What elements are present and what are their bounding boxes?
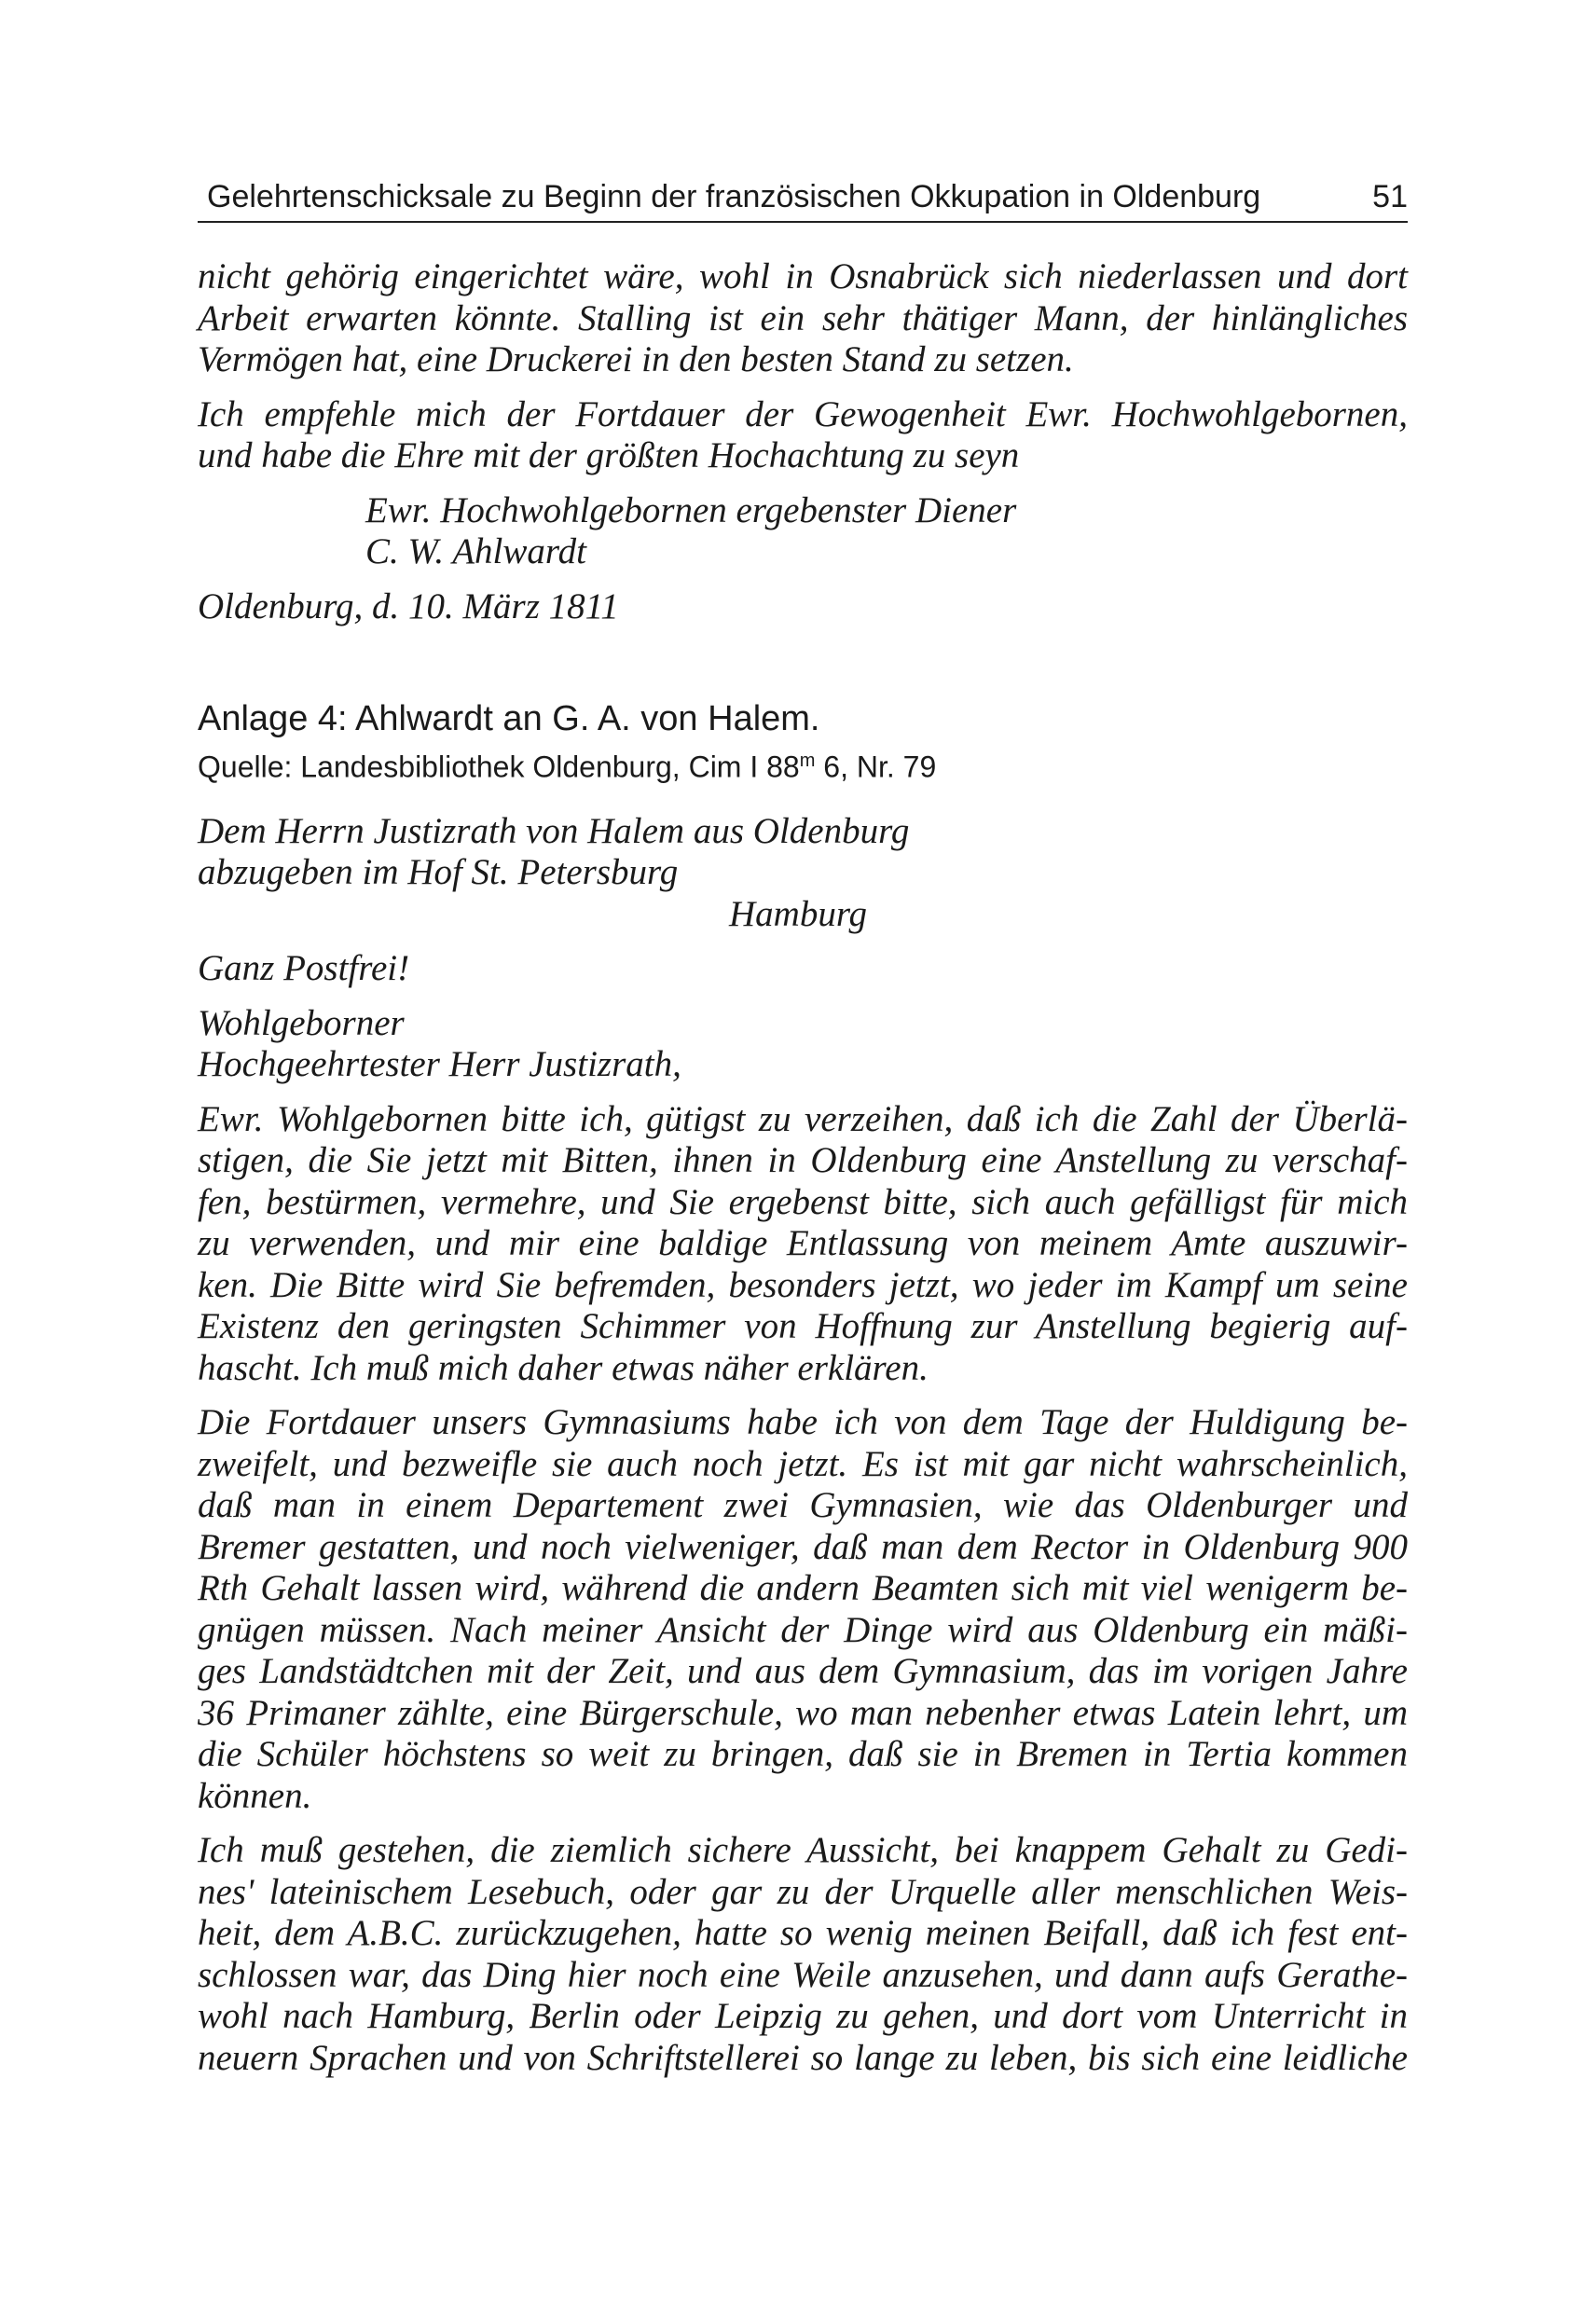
text-line: Rth Gehalt lassen wird, während die andern Beamten sich mit viel wenigerm be- xyxy=(198,1568,1408,1609)
address-line: abzugeben im Hof St. Petersburg xyxy=(198,852,679,893)
text-line: Die Fortdauer unsers Gymnasiums habe ich von dem Tage der Huldigung be- xyxy=(198,1402,1408,1443)
address-block xyxy=(198,811,1408,936)
text-line: ges Landstädtchen mit der Zeit, und aus dem Gymnasium, das im vorigen Jahre xyxy=(198,1651,1408,1692)
text-line: nicht gehörig eingerichtet wäre, wohl in Osnabrück sich niederlassen und dort xyxy=(198,256,1408,296)
text-line: wohl nach Hamburg, Berlin oder Leipzig zu gehen, und dort vom Unterricht in xyxy=(198,1996,1408,2037)
text-line: Ewr. Wohlgebornen bitte ich, gütigst zu verzeihen, daß ich die Zahl der Überlä- xyxy=(198,1098,1408,1139)
text-line: die Schüler höchstens so weit zu bringen, daß sie in Bremen in Tertia kommen xyxy=(198,1734,1408,1775)
text-line: gnügen müssen. Nach meiner Ansicht der Dinge wird aus Oldenburg ein mäßi- xyxy=(198,1609,1408,1650)
closing-formula: Ewr. Hochwohlgebornen ergebenster Diener xyxy=(365,489,1017,530)
text-line: Vermögen hat, eine Druckerei in den besten Stand zu setzen. xyxy=(198,339,1074,379)
body-paragraph xyxy=(198,1099,1408,1390)
address-city: Hamburg xyxy=(729,893,868,934)
running-head-title: Gelehrtenschicksale zu Beginn der französischen Okkupation in Oldenburg xyxy=(207,179,1261,214)
text-line: hascht. Ich muß mich daher etwas näher erklären. xyxy=(198,1347,929,1388)
text-line: zweifelt, und bezweifle sie auch noch jetzt. Es ist mit gar nicht wahrscheinlich, xyxy=(198,1443,1408,1484)
place-date-line: Oldenburg, d. 10. März 1811 xyxy=(198,585,619,626)
salutation-line: Wohlgeborner xyxy=(198,1002,405,1043)
appendix-heading: Anlage 4: Ahlwardt an G. A. von Halem. xyxy=(198,699,820,738)
text-line: stigen, die Sie jetzt mit Bitten, ihnen in Oldenburg eine Anstellung zu verschaf- xyxy=(198,1140,1408,1181)
text-line: Existenz den geringsten Schimmer von Hoffnung zur Anstellung begierig auf- xyxy=(198,1306,1408,1347)
signature: C. W. Ahlwardt xyxy=(365,531,586,571)
postage-note xyxy=(198,948,1408,990)
address-line: Dem Herrn Justizrath von Halem aus Oldenburg xyxy=(198,810,910,851)
text-line: nes' lateinischem Lesebuch, oder gar zu der Urquelle aller menschlichen Weis- xyxy=(198,1871,1408,1912)
body-paragraph xyxy=(198,1402,1408,1817)
text-line: ken. Die Bitte wird Sie befremden, besonders jetzt, wo jeder im Kampf um seine xyxy=(198,1264,1408,1305)
text-line: Ich empfehle mich der Fortdauer der Gewogenheit Ewr. Hochwohlgebornen, xyxy=(198,393,1408,434)
page xyxy=(198,0,1408,2312)
letter-closing xyxy=(198,490,1408,573)
salutation xyxy=(198,1003,1408,1086)
text-line: zu verwenden, und mir eine baldige Entlassung von meinem Amte auszuwir- xyxy=(198,1223,1408,1264)
letter-paragraph xyxy=(198,256,1408,381)
body-paragraph xyxy=(198,1830,1408,2079)
text-line: heit, dem A.B.C. zurückzugehen, hatte so wenig meinen Beifall, daß ich fest ent- xyxy=(198,1913,1408,1954)
page-number: 51 xyxy=(1372,179,1408,214)
text-line: daß man in einem Departement zwei Gymnasien, wie das Oldenburger und xyxy=(198,1485,1408,1526)
postage-line: Ganz Postfrei! xyxy=(198,948,410,989)
text-line: Arbeit erwarten könnte. Stalling ist ein sehr thätiger Mann, der hinlängliches xyxy=(198,297,1408,338)
text-line: 36 Primaner zählte, eine Bürgerschule, wo man nebenher etwas Latein lehrt, um xyxy=(198,1692,1408,1733)
text-line: fen, bestürmen, vermehre, und Sie ergebenst bitte, sich auch gefälligst für mich xyxy=(198,1181,1408,1222)
text-line: können. xyxy=(198,1775,312,1816)
appendix-source: Quelle: Landesbibliothek Oldenburg, Cim I 88$^m$ 6, Nr. 79 xyxy=(198,750,937,784)
page-content xyxy=(198,256,1408,2092)
text-line: Ich muß gestehen, die ziemlich sichere Aussicht, bei knappem Gehalt zu Gedi- xyxy=(198,1830,1408,1871)
text-line: schlossen war, das Ding hier noch eine Weile anzusehen, und dann aufs Gerathe- xyxy=(198,1954,1408,1995)
running-head xyxy=(198,172,1408,223)
salutation-line: Hochgeehrtester Herr Justizrath, xyxy=(198,1044,681,1085)
place-date xyxy=(198,586,1408,628)
text-line: neuern Sprachen und von Schriftstellerei so lange zu leben, bis sich eine leidliche xyxy=(198,2037,1408,2078)
text-line: und habe die Ehre mit der größten Hochachtung zu seyn xyxy=(198,435,1020,475)
spacer xyxy=(198,640,1408,696)
text-line: Bremer gestatten, und noch vielweniger, daß man dem Rector in Oldenburg 900 xyxy=(198,1526,1408,1567)
letter-paragraph xyxy=(198,394,1408,477)
